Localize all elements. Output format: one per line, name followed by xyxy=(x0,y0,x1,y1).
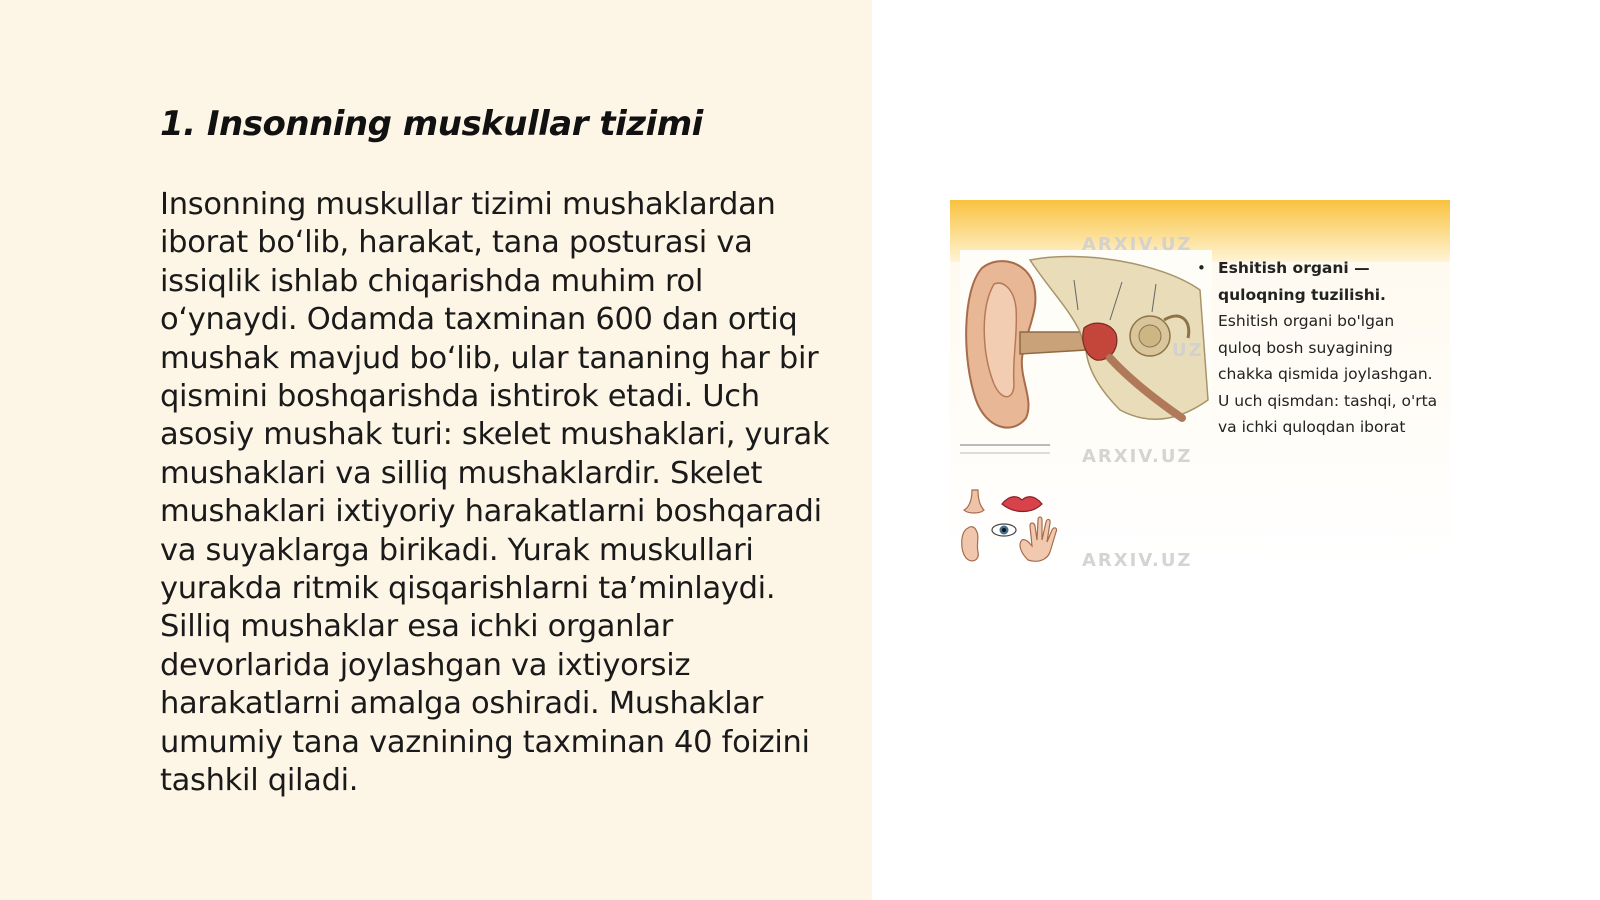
watermark-text: ARXIV.UZ xyxy=(1082,446,1193,467)
watermark-text: ARXIV.UZ xyxy=(1082,234,1193,255)
bullet-heading: Eshitish organi — quloqning tuzilishi. xyxy=(1218,259,1386,304)
ear-icon xyxy=(962,527,979,561)
slide-body-text: Insonning muskullar tizimi mushaklardan iborat bo‘lib, harakat, tana posturasi va issiqlik ishlab chiqarishda muhim rol o‘ynaydi. Odamda taxminan 600 dan ortiq mushak mavjud bo‘lib, ular tananing har bir qismini boshqarishda ishtirok etadi. Uch asosiy mushak turi: skelet mushaklari, yurak mushaklari va silliq mushaklardir. Skelet mushaklari ixtiyoriy harakatlarni boshqaradi va suyaklarga birikadi. Yurak muskullari yurakda ritmik qisqarishlarni ta’minlaydi. Silliq mushaklar esa ichki organlar devorlarida joylashgan va ixtiyorsiz harakatlarni amalga oshiradi. Mushaklar umumiy tana vaznining taxminan 40 foizini tashkil qiladi. xyxy=(160,187,830,799)
watermark-text-partial: UZ xyxy=(1172,340,1204,361)
senses-icons xyxy=(958,486,1073,564)
bullet-icon: • xyxy=(1197,259,1206,277)
lips-icon xyxy=(1002,497,1042,512)
hand-icon xyxy=(1020,517,1057,561)
diagram-caption-lines xyxy=(960,444,1050,454)
nose-icon xyxy=(964,490,984,513)
image-bullet-text xyxy=(1197,255,1440,441)
bullet-description: Eshitish organi bo'lgan quloq bosh suyagining chakka qismida joylashgan. U uch qismdan: tashqi, o'rta va ichki quloqdan iborat xyxy=(1218,312,1438,436)
watermark-text: ARXIV.UZ xyxy=(1082,550,1193,571)
slide-title: 1. Insonning muskullar tizimi xyxy=(160,104,703,144)
eye-icon xyxy=(992,524,1016,536)
ear-anatomy-image xyxy=(950,200,1450,580)
